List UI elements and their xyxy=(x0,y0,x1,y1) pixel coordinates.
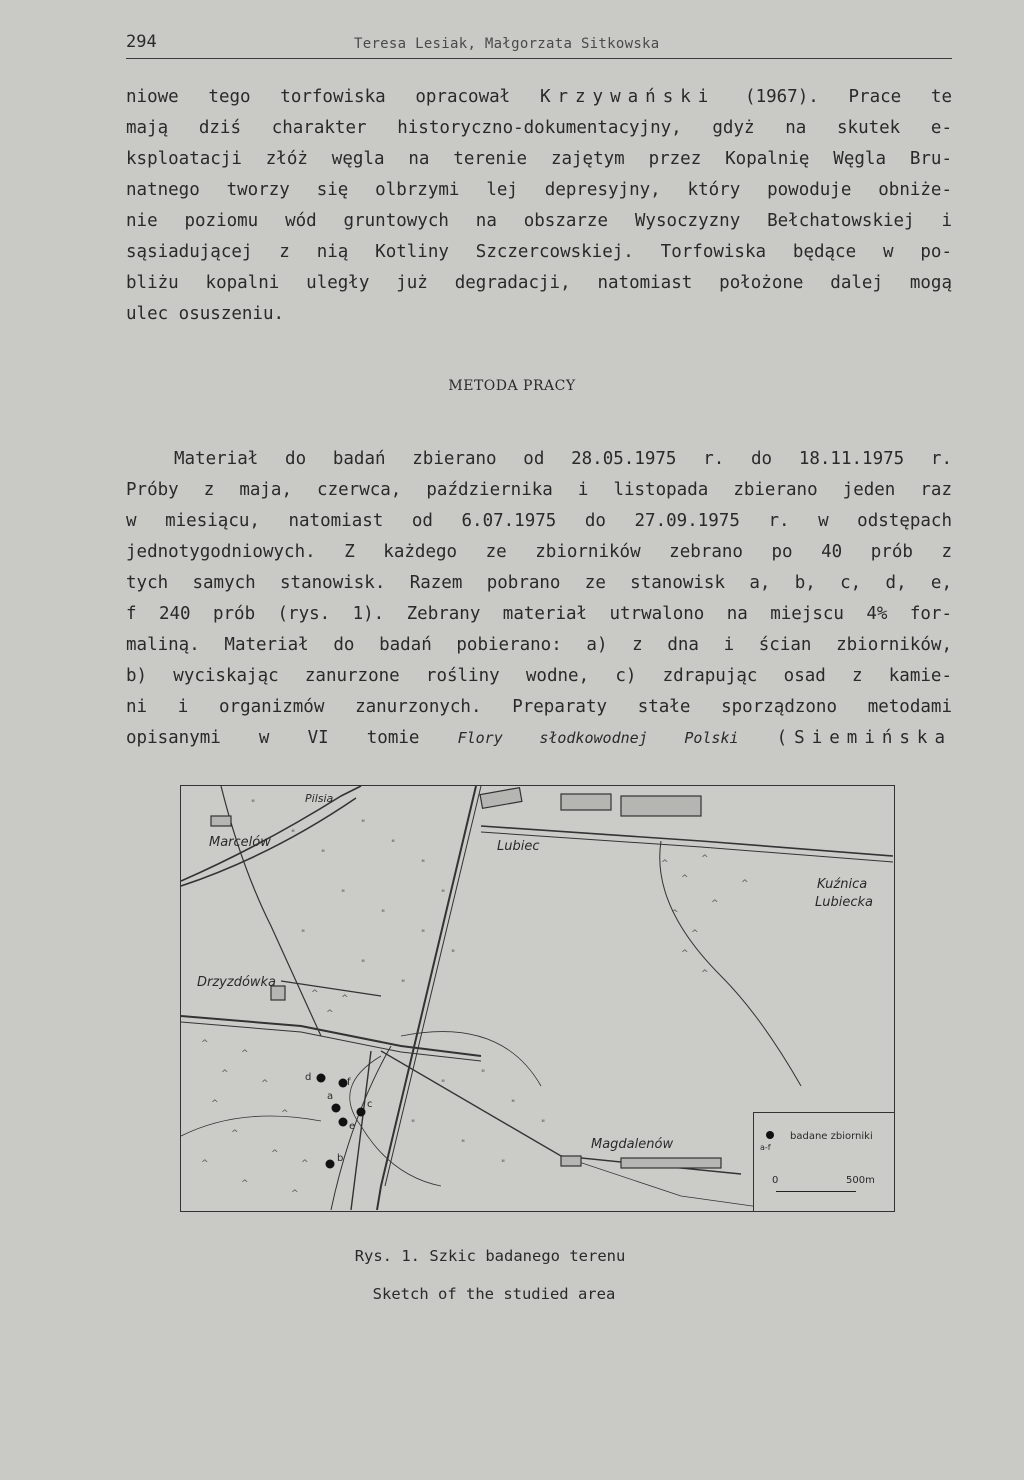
svg-text:": " xyxy=(511,1099,516,1109)
figure-caption-english: Sketch of the studied area xyxy=(372,1285,616,1303)
svg-text:": " xyxy=(251,799,256,809)
text-line: b) wyciskając zanurzone rośliny wodne, c) zdrapując osad z kamie- xyxy=(126,666,952,686)
svg-text:^: ^ xyxy=(221,1069,229,1079)
svg-text:^: ^ xyxy=(301,1159,309,1169)
text-line: Próby z maja, czerwca, października i listopada zbierano jeden raz xyxy=(126,480,952,500)
svg-text:": " xyxy=(361,959,366,969)
svg-text:": " xyxy=(341,889,346,899)
map-label-lubiec: Lubiec xyxy=(497,839,540,854)
site-label-e: e xyxy=(349,1121,356,1132)
svg-text:": " xyxy=(501,1159,506,1169)
svg-text:^: ^ xyxy=(281,1109,289,1119)
svg-text:": " xyxy=(461,1139,466,1149)
text-line: natnego tworzy się olbrzymi lej depresyjny, który powoduje obniże- xyxy=(126,180,952,200)
section-title: METODA PRACY xyxy=(448,378,576,394)
text-line: bliżu kopalni uległy już degradacji, natomiast położone dalej mogą xyxy=(126,273,952,293)
paragraph-method xyxy=(126,444,952,754)
text-line: nie poziomu wód gruntowych na obszarze Wysoczyzny Bełchatowskiej i xyxy=(126,211,952,231)
site-marker-b xyxy=(326,1160,335,1169)
sketch-map xyxy=(180,785,895,1212)
site-marker-e xyxy=(339,1118,348,1127)
svg-text:^: ^ xyxy=(201,1039,209,1049)
author-name: (Siemińska xyxy=(776,728,952,748)
scale-end: 500m xyxy=(846,1175,875,1186)
text-line: mają dziś charakter historyczno-dokumentacyjny, gdyż na skutek e- xyxy=(126,118,952,138)
map-label-marcelow: Marcelów xyxy=(209,835,271,850)
svg-text:": " xyxy=(401,979,406,989)
svg-text:^: ^ xyxy=(711,899,719,909)
scale-start: 0 xyxy=(772,1175,779,1186)
svg-text:": " xyxy=(391,839,396,849)
svg-text:^: ^ xyxy=(701,969,709,979)
text-line: ksploatacji złóż węgla na terenie zajętym przez Kopalnię Węgla Bru- xyxy=(126,149,952,169)
sample-site-icon xyxy=(766,1131,774,1139)
svg-text:^: ^ xyxy=(681,874,689,884)
text-line: niowe tego torfowiska opracował Krzywański (1967). Prace te xyxy=(126,87,952,107)
scale-bar xyxy=(776,1191,856,1192)
author-name: Krzywański xyxy=(539,87,716,107)
svg-text:^: ^ xyxy=(201,1159,209,1169)
svg-text:^: ^ xyxy=(661,859,669,869)
map-label-drzyzdowka: Drzyzdówka xyxy=(197,975,277,990)
site-label-b: b xyxy=(337,1153,344,1164)
svg-text:^: ^ xyxy=(241,1179,249,1189)
site-label-c: c xyxy=(367,1099,373,1110)
map-label-lubiecka: Lubiecka xyxy=(815,895,873,910)
site-marker-d xyxy=(317,1074,326,1083)
text-line: ni i organizmów zanurzonych. Preparaty stałe sporządzono metodami xyxy=(126,697,952,717)
legend-symbol-text: a-f xyxy=(760,1143,771,1152)
svg-text:^: ^ xyxy=(291,1189,299,1199)
text-line: Materiał do badań zbierano od 28.05.1975 r. do 18.11.1975 r. xyxy=(174,449,952,469)
legend-description: badane zbiorniki xyxy=(790,1131,873,1142)
text-line: maliną. Materiał do badań pobierano: a) z dna i ścian zbiorników, xyxy=(126,635,952,655)
figure-caption-polish: Rys. 1. Szkic badanego terenu xyxy=(354,1247,626,1265)
text-line: tych samych stanowisk. Razem pobrano ze stanowisk a, b, c, d, e, xyxy=(126,573,952,593)
paragraph-intro xyxy=(126,82,952,330)
text-line: opisanymi w VI tomie Flory słodkowodnej Polski (Siemińska xyxy=(126,728,952,748)
site-label-f: f xyxy=(347,1077,351,1088)
svg-text:": " xyxy=(361,819,366,829)
text-line: sąsiadującej z nią Kotliny Szczercowskiej. Torfowiska będące w po- xyxy=(126,242,952,262)
svg-text:^: ^ xyxy=(271,1149,279,1159)
book-title: Flory słodkowodnej Polski xyxy=(457,729,739,747)
svg-text:^: ^ xyxy=(691,929,699,939)
svg-text:^: ^ xyxy=(741,879,749,889)
svg-text:^: ^ xyxy=(701,854,709,864)
svg-text:": " xyxy=(411,1119,416,1129)
svg-text:": " xyxy=(441,889,446,899)
running-head: Teresa Lesiak, Małgorzata Sitkowska xyxy=(354,36,660,52)
map-label-magdalenow: Magdalenów xyxy=(591,1137,674,1152)
page-header xyxy=(126,30,952,59)
svg-text:": " xyxy=(421,929,426,939)
svg-text:^: ^ xyxy=(311,989,319,999)
svg-text:^: ^ xyxy=(231,1129,239,1139)
svg-text:^: ^ xyxy=(671,909,679,919)
svg-text:^: ^ xyxy=(341,994,349,1004)
svg-text:": " xyxy=(481,1069,486,1079)
svg-text:^: ^ xyxy=(241,1049,249,1059)
site-label-a: a xyxy=(327,1091,334,1102)
svg-text:": " xyxy=(321,849,326,859)
svg-text:": " xyxy=(441,1079,446,1089)
svg-text:^: ^ xyxy=(681,949,689,959)
svg-text:^: ^ xyxy=(326,1009,334,1019)
page-number: 294 xyxy=(126,32,157,52)
text-line: f 240 prób (rys. 1). Zebrany materiał utrwalono na miejscu 4% for- xyxy=(126,604,952,624)
svg-text:^: ^ xyxy=(261,1079,269,1089)
svg-text:": " xyxy=(451,949,456,959)
site-marker-a xyxy=(332,1104,341,1113)
map-label-kuznica: Kuźnica xyxy=(817,877,868,892)
svg-text:": " xyxy=(381,909,386,919)
svg-text:^: ^ xyxy=(211,1099,219,1109)
text-line: ulec osuszeniu. xyxy=(126,304,285,324)
svg-text:": " xyxy=(541,1119,546,1129)
svg-text:": " xyxy=(301,929,306,939)
svg-text:": " xyxy=(421,859,426,869)
site-marker-c xyxy=(357,1108,366,1117)
site-label-d: d xyxy=(305,1072,312,1083)
text-line: w miesiącu, natomiast od 6.07.1975 do 27.09.1975 r. w odstępach xyxy=(126,511,952,531)
map-label-pilsia: Pilsia xyxy=(305,792,334,805)
map-legend xyxy=(753,1112,894,1211)
text-line: jednotygodniowych. Z każdego ze zbiorników zebrano po 40 prób z xyxy=(126,542,952,562)
svg-text:": " xyxy=(291,829,296,839)
